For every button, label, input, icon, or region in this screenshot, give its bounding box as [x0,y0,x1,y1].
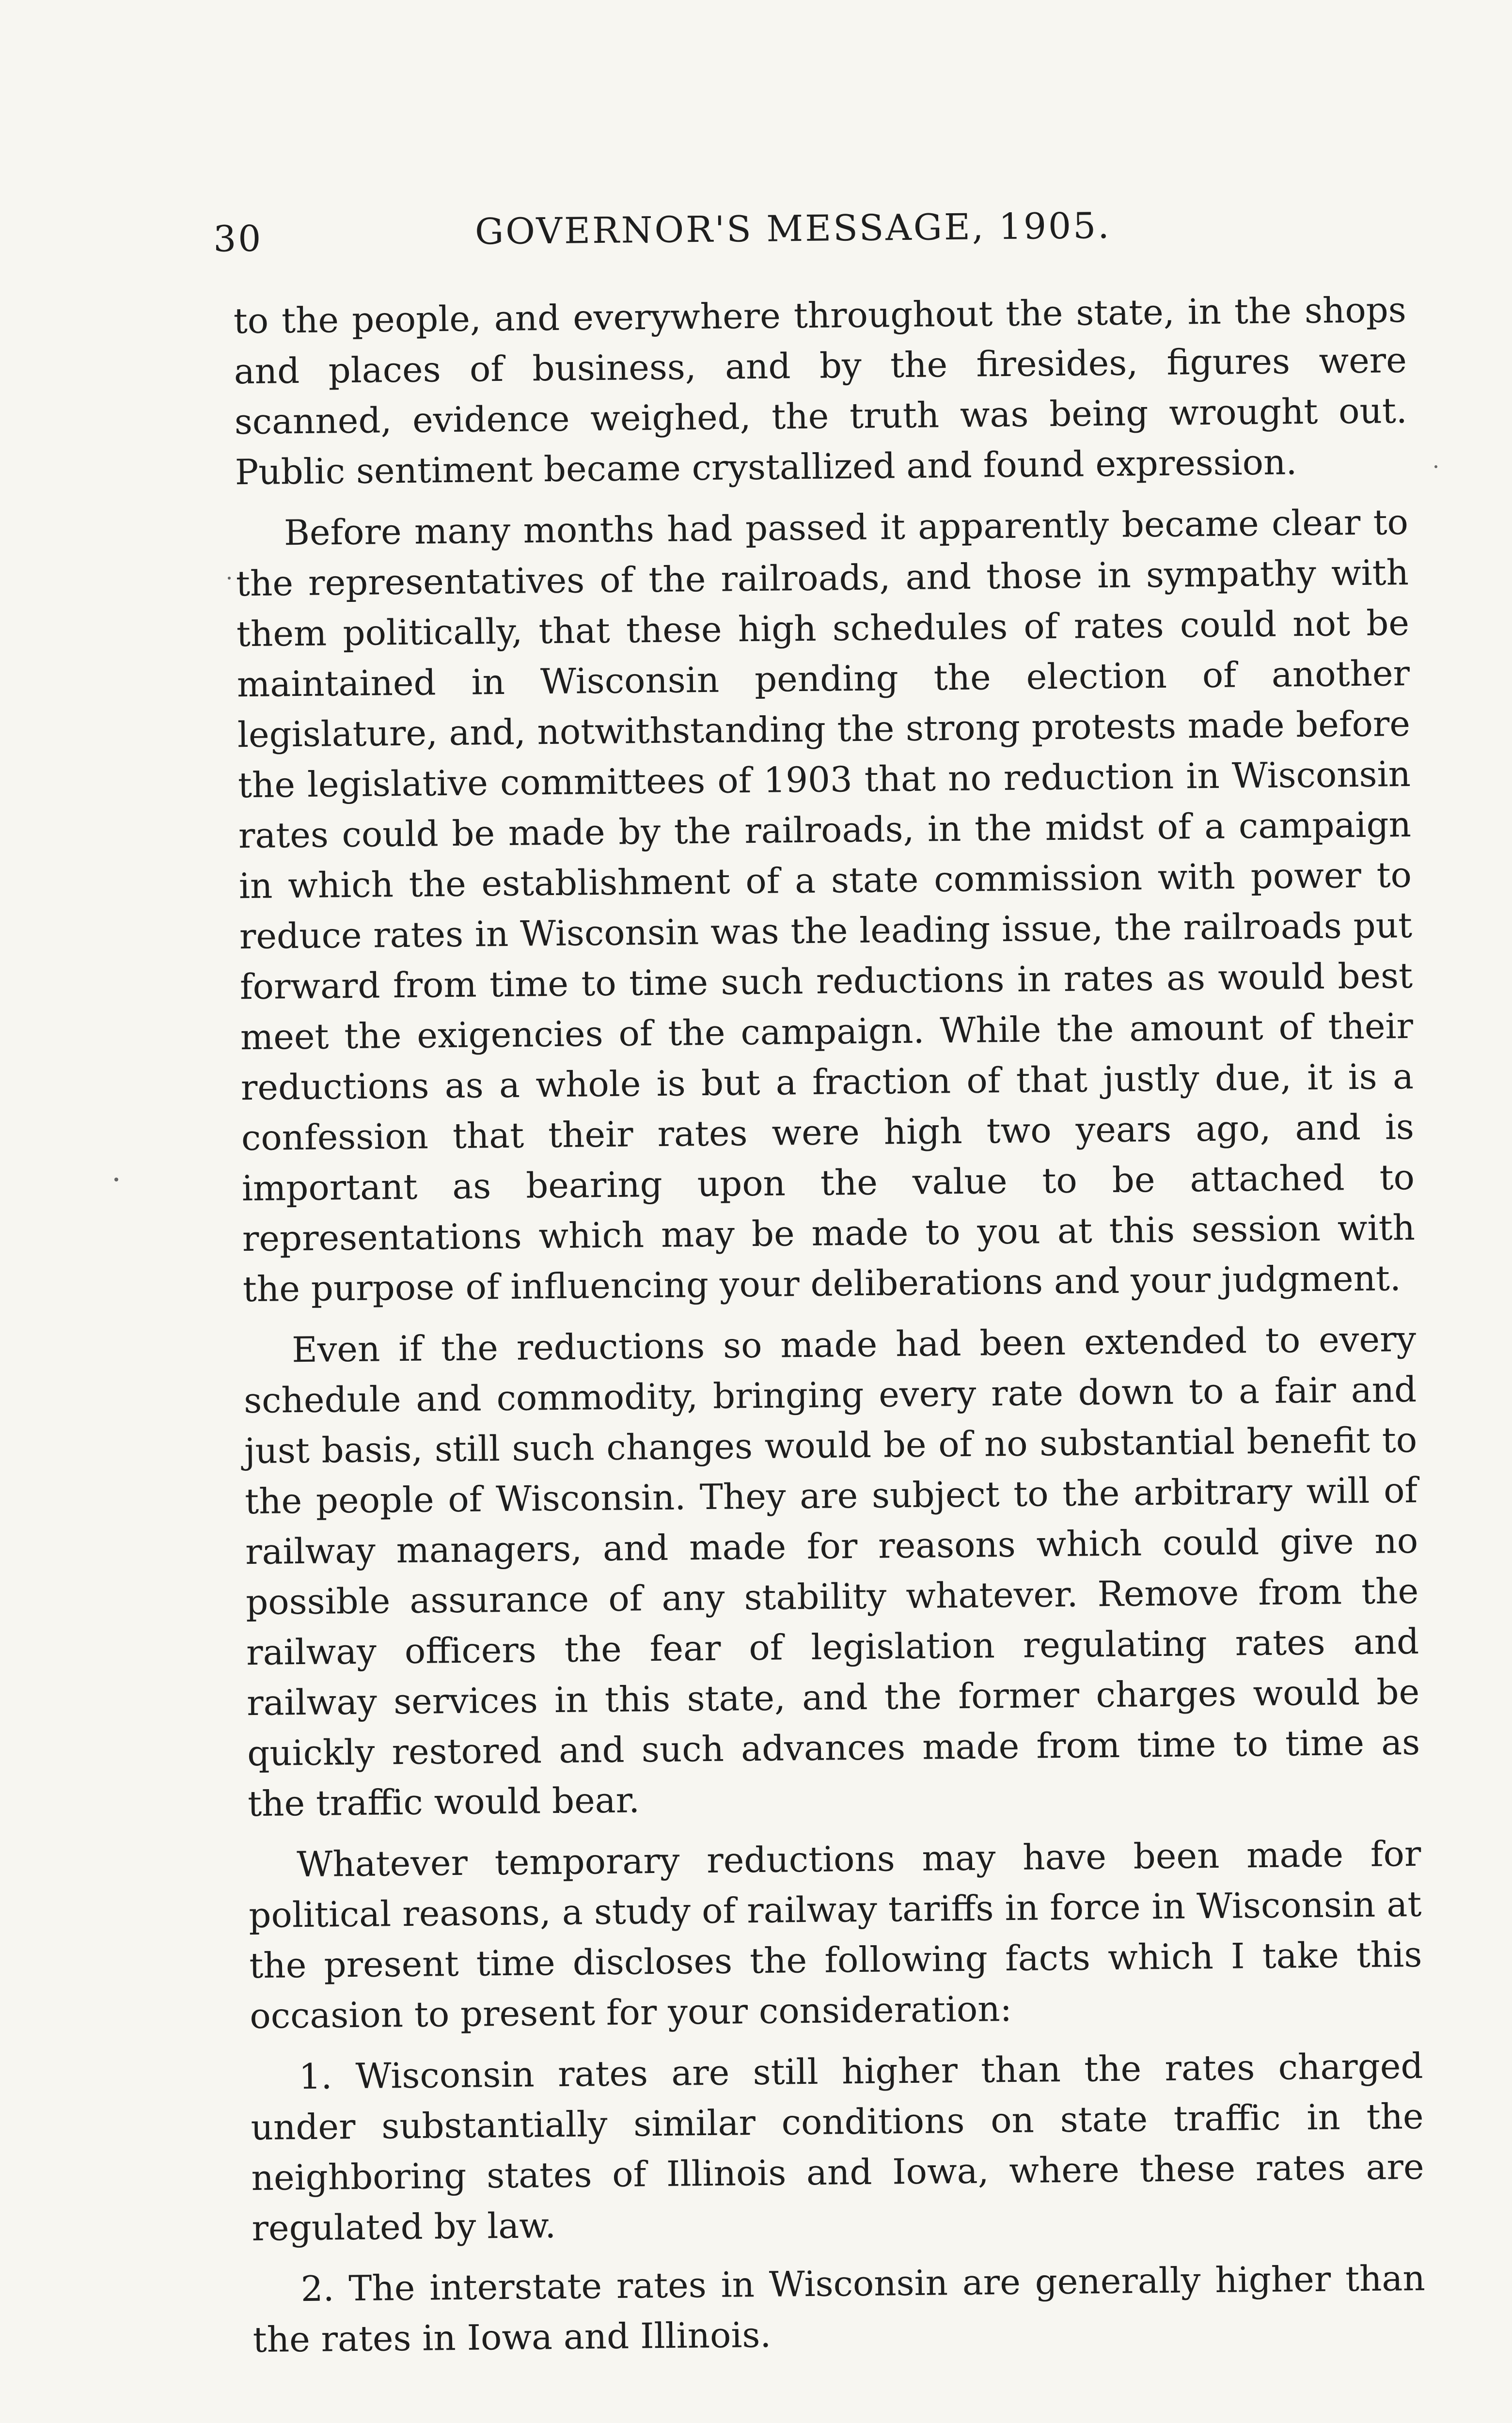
running-title: GOVERNOR'S MESSAGE, 1905. [474,205,1112,253]
paragraph: to the people, and everywhere throughout the state, in the shops and places of business, and by the firesides, figures were scanned, evidence weighed, the truth was being wrought out. Public sentiment became crystallized and found expression. [233,289,1408,493]
paragraph: Even if the reductions so made had been extended to every schedule and commodity, bringing every rate down to a fair and just basis, still such changes would be of no substantial benefit to the people of Wisconsin. They are subject to the arbitrary will of railway managers, and made for reasons which could give no possible assurance of any stability whatever. Remove from the railway officers the fear of legislation regulating rates and railway services in this state, and the former charges would be quickly restored and such advances made from time to time as the traffic would bear. [243,1318,1420,1825]
paragraph: Before many months had passed it apparently became clear to the representatives of the railroads, and those in sympathy with them politically, that these high schedules of rates could not be maintained in Wisconsin pending the election of another legislature, and, notwithstanding the strong protests made before the legislative committees of 1903 that no reduction in Wisconsin rates could be made by the railroads, in the midst of a campaign in which the establishment of a state commission with power to reduce rates in Wisconsin was the leading issue, the railroads put forward from time to time such reductions in rates as would best meet the exigencies of the campaign. While the amount of their reductions as a whole is but a fraction of that justly due, it is a confession that their rates were high two years ago, and is important as bearing upon the value to be attached to representations which may be made to you at this session with the purpose of influencing your deliberations and your judgment. [236,502,1416,1310]
page-number: 30 [213,218,263,260]
running-head [213,197,1396,267]
scan-speck [228,577,231,580]
scan-speck [1434,465,1437,468]
paragraph: Whatever temporary reductions may have been made for political reasons, a study of railway tariffs in force in Wisconsin at the present time discloses the following facts which I take this occasion to present for your consideration: [249,1833,1422,2037]
body-text [233,284,1426,2376]
scan-speck [114,1178,118,1181]
list-item: 1. Wisconsin rates are still higher than the rates charged under substantially similar conditions on state traffic in the neighboring states of Illinois and Iowa, where these rates are regulated by law. [251,2045,1424,2249]
list-item: 2. The interstate rates in Wisconsin are generally higher than the rates in Iowa and Illinois. [252,2257,1426,2360]
